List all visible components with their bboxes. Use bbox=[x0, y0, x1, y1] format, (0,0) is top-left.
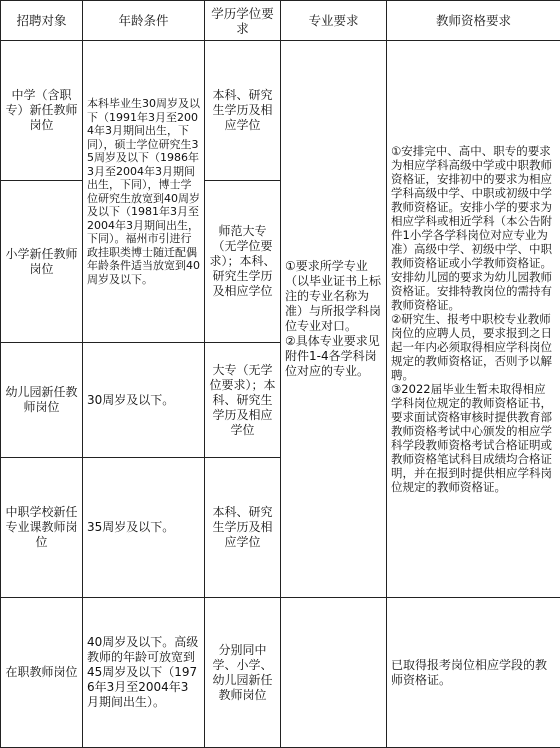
table-row-in-service-teacher bbox=[1, 598, 560, 748]
target-primary-school: 小学新任教师岗位 bbox=[1, 181, 83, 343]
certificate-in-service-teacher: 已取得报考岗位相应学段的教师资格证。 bbox=[387, 598, 560, 748]
certificate-requirement-shared bbox=[387, 41, 560, 598]
age-kindergarten: 30周岁及以下。 bbox=[83, 343, 205, 458]
certificate-requirement-item-3: ③2022届毕业生暂未取得相应学科岗位规定的教师资格证书，要求面试资格审核时提供教育部教师资格考试中心颁发的相应学科学段教师资格考试合格证明或教师资格笔试科目成绩均合格证明，并在报到时提供相应学科岗位规定的教师资格证。 bbox=[391, 382, 556, 494]
major-requirement-item-2: ②具体专业要求见附件1-4各学科岗位对应的专业。 bbox=[285, 334, 382, 379]
education-vocational-school: 本科、研究生学历及相应学位 bbox=[205, 458, 281, 598]
target-in-service-teacher: 在职教师岗位 bbox=[1, 598, 83, 748]
age-in-service-teacher: 40周岁及以下。高级教师的年龄可放宽到45周岁及以下（1976年3月至2004年3月期间出生）。 bbox=[83, 598, 205, 748]
target-middle-school: 中学（含职专）新任教师岗位 bbox=[1, 41, 83, 181]
education-primary-school: 师范大专（无学位要求）；本科、研究生学历及相应学位 bbox=[205, 181, 281, 343]
age-vocational-school: 35周岁及以下。 bbox=[83, 458, 205, 598]
header-certificate: 教师资格要求 bbox=[387, 1, 560, 41]
header-age: 年龄条件 bbox=[83, 1, 205, 41]
header-row bbox=[1, 1, 560, 41]
target-kindergarten: 幼儿园新任教师岗位 bbox=[1, 343, 83, 458]
education-kindergarten: 大专（无学位要求）；本科、研究生学历及相应学位 bbox=[205, 343, 281, 458]
certificate-requirement-item-2: ②研究生、报考中职校专业教师岗位的应聘人员，要求报到之日起一年内必须取得相应学科岗位规定的教师资格证，否则予以解聘。 bbox=[391, 312, 556, 382]
education-in-service-teacher: 分别同中学、小学、幼儿园新任教师岗位 bbox=[205, 598, 281, 748]
table-row-middle-school bbox=[1, 41, 560, 181]
header-education: 学历学位要求 bbox=[205, 1, 281, 41]
header-target: 招聘对象 bbox=[1, 1, 83, 41]
major-in-service-teacher-empty bbox=[281, 598, 387, 748]
major-requirement-shared bbox=[281, 41, 387, 598]
certificate-requirement-item-1: ①安排完中、高中、职专的要求为相应学科高级中学或中职教师资格证，安排初中的要求为相应学科高级中学、中职或初级中学教师资格证。安排小学的要求为相应学科或相近学科（本公告附件1小学各学科岗位对应专业为准）高级中学、初级中学、中职教师资格证或小学教师资格证。安排幼儿园的要求为幼儿园教师资格证。安排特教岗位的需持有教师资格证。 bbox=[391, 144, 556, 312]
target-vocational-school: 中职学校新任专业课教师岗位 bbox=[1, 458, 83, 598]
education-middle-school: 本科、研究生学历及相应学位 bbox=[205, 41, 281, 181]
major-requirement-item-1: ①要求所学专业（以毕业证书上标注的专业名称为准）与所报学科岗位专业对口。 bbox=[285, 259, 382, 334]
age-requirement-shared: 本科毕业生30周岁及以下（1991年3月至2004年3月期间出生，下同），硕士学位研究生35周岁及以下（1986年3月至2004年3月期间出生，下同），博士学位研究生放宽到40周岁及以下（1981年3月至2004年3月期间出生，下同）。福州市引进行政挂职类博士随迁配偶年龄条件适当放宽到40周岁及以下。 bbox=[83, 41, 205, 343]
header-major: 专业要求 bbox=[281, 1, 387, 41]
